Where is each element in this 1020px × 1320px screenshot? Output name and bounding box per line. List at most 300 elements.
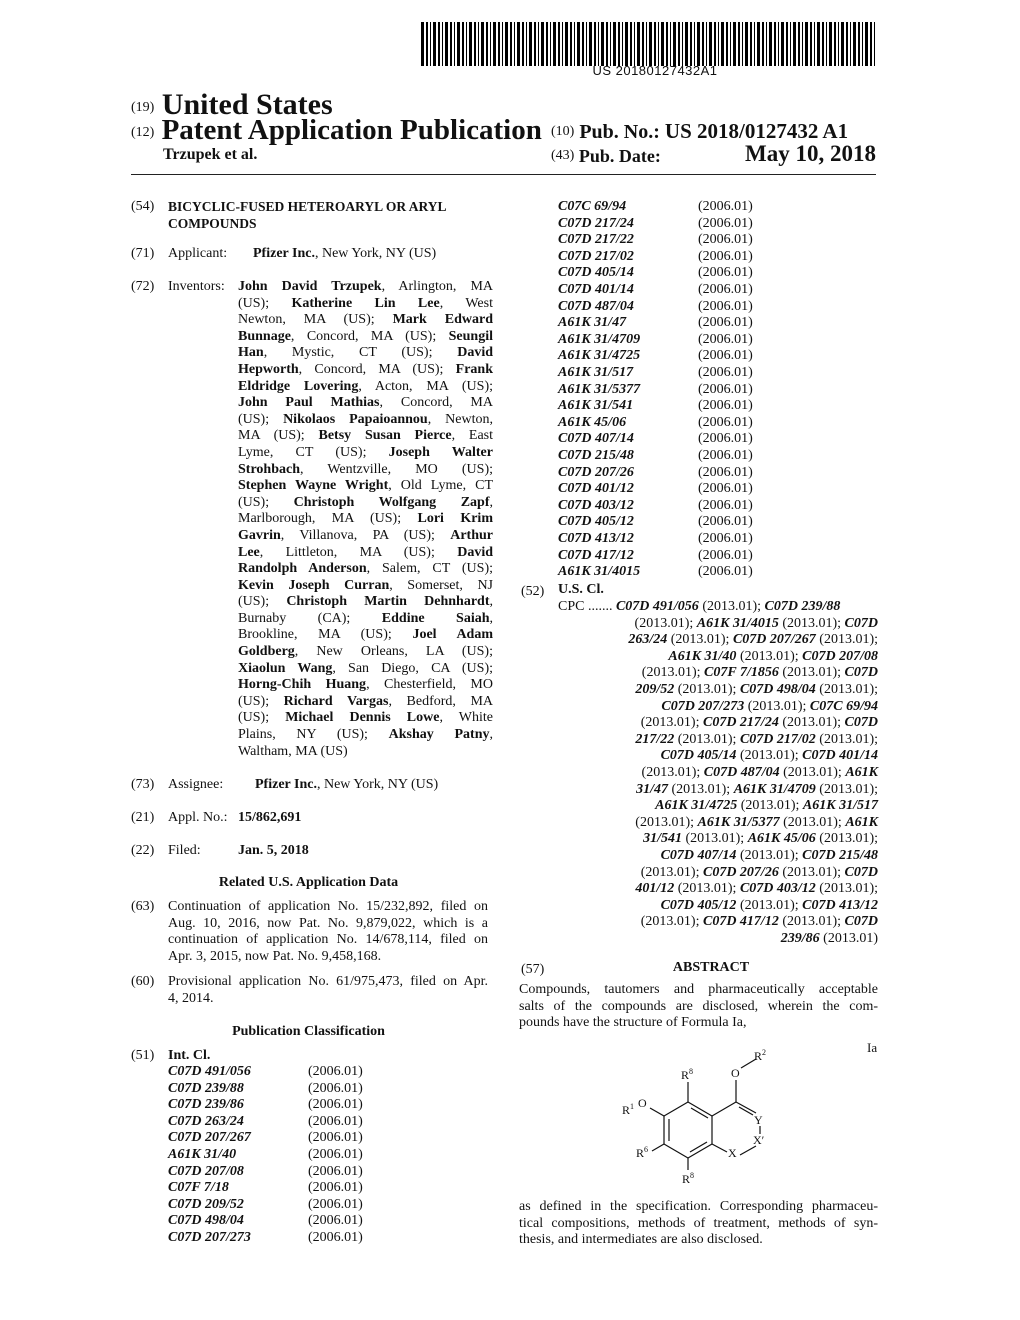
int-cl-version: (2006.01) xyxy=(698,282,753,297)
barcode-bar xyxy=(706,22,707,66)
barcode-bar xyxy=(714,22,716,66)
int-cl-code: C07D 239/86 xyxy=(168,1097,244,1113)
barcode-bar xyxy=(774,22,776,66)
inventor-line: (US); Katherine Lin Lee, West xyxy=(238,295,493,311)
barcode-bar xyxy=(522,22,524,66)
int-cl-code: C07D 407/14 xyxy=(558,431,634,447)
int-cl-version: (2006.01) xyxy=(698,348,753,364)
barcode-bar xyxy=(858,22,860,66)
formula-bonds xyxy=(650,1059,760,1170)
int-cl-code: C07D 405/14 xyxy=(558,265,634,281)
int-cl-row xyxy=(168,1097,498,1114)
int-cl-row xyxy=(558,249,888,266)
barcode-bar xyxy=(685,22,688,66)
barcode-number: US 20180127432A1 xyxy=(592,63,718,78)
abstract-closing-text xyxy=(519,1199,878,1249)
int-cl-row xyxy=(558,365,888,382)
barcode-bar xyxy=(445,22,448,66)
formula-ia-structure xyxy=(600,1046,800,1186)
barcode-bar xyxy=(634,22,635,66)
int-cl-code: C07C 69/94 xyxy=(558,199,627,214)
title-line-1: BICYCLIC-FUSED HETEROARYL OR ARYL xyxy=(168,199,447,214)
int-cl-row xyxy=(168,1081,498,1098)
inventors-label: Inventors: xyxy=(168,279,225,294)
us-cl-code: (52) xyxy=(521,584,545,599)
int-cl-version: (2006.01) xyxy=(698,398,753,414)
barcode-bar xyxy=(790,22,791,66)
int-cl-row xyxy=(168,1147,498,1164)
int-cl-code: C07D 487/04 xyxy=(558,298,634,314)
barcode-bar xyxy=(562,22,563,66)
title-code: (54) xyxy=(131,199,155,214)
abstract-text xyxy=(519,982,878,1032)
cpc-line: 209/52 (2013.01); C07D 498/04 (2013.01); xyxy=(635,681,878,697)
pub-type: Patent Application Publication xyxy=(161,114,542,146)
int-cl-version: (2006.01) xyxy=(698,315,753,331)
abstract-line: salts of the compounds are disclosed, wherein the com- xyxy=(519,998,878,1014)
barcode-bar xyxy=(829,22,832,66)
cpc-line: A61K 31/4725 (2013.01); A61K 31/517 xyxy=(655,798,878,814)
provisional-line: 4, 2014. xyxy=(168,990,214,1006)
int-cl-code: C07D 417/12 xyxy=(558,547,634,563)
int-cl-code: C07D 207/273 xyxy=(168,1230,251,1245)
cpc-line: (2013.01); C07D 217/24 (2013.01); C07D xyxy=(640,715,878,731)
barcode-bar xyxy=(502,22,503,66)
int-cl-version: (2006.01) xyxy=(698,547,753,563)
int-cl-version: (2006.01) xyxy=(308,1130,363,1146)
int-cl-version: (2006.01) xyxy=(698,564,753,580)
int-cl-version: (2006.01) xyxy=(698,331,753,347)
inventor-line: (US); Christoph Wolfgang Zapf, xyxy=(238,494,493,510)
cpc-line: (2013.01); C07D 417/12 (2013.01); C07D xyxy=(640,914,878,930)
barcode-bar xyxy=(841,22,844,66)
int-cl-row xyxy=(558,299,888,316)
atom-x-prime: X′ xyxy=(753,1133,765,1147)
cpc-line: C07D 207/273 (2013.01); C07C 69/94 xyxy=(661,698,878,714)
pub-date-label: Pub. Date: xyxy=(578,146,661,166)
int-cl-row xyxy=(558,332,888,349)
barcode-bar xyxy=(454,22,455,66)
int-cl-version: (2006.01) xyxy=(308,1163,363,1179)
int-cl-code: C07D 491/056 xyxy=(168,1064,251,1079)
int-cl-version: (2006.01) xyxy=(308,1147,363,1162)
int-cl-version: (2006.01) xyxy=(698,248,753,264)
continuation-code: (63) xyxy=(131,899,155,914)
inventor-line: Marlborough, MA (US); Lori Krim xyxy=(238,511,493,527)
country-code: (19) xyxy=(131,100,155,115)
barcode-bar xyxy=(649,22,652,66)
barcode-bar xyxy=(541,22,544,66)
barcode-bar xyxy=(534,22,536,66)
barcode-bar xyxy=(709,22,712,66)
barcode-bar xyxy=(601,22,604,66)
atom-y: Y xyxy=(754,1113,763,1127)
barcode-bar xyxy=(514,22,515,66)
inventor-line: Newton, MA (US); Mark Edward xyxy=(238,312,493,328)
appl-code: (21) xyxy=(131,810,155,825)
int-cl-row xyxy=(558,382,888,399)
barcode-bar xyxy=(486,22,488,66)
int-cl-row xyxy=(168,1114,498,1131)
int-cl-version: (2006.01) xyxy=(308,1097,363,1113)
cpc-line: 401/12 (2013.01); C07D 403/12 (2013.01); xyxy=(635,881,878,897)
cpc-classification xyxy=(548,599,878,947)
barcode-bar xyxy=(469,22,472,66)
barcode-bar xyxy=(598,22,599,66)
inventor-line: Kevin Joseph Curran, Somerset, NJ xyxy=(238,577,493,593)
int-cl-version: (2006.01) xyxy=(308,1213,363,1229)
int-cl-row xyxy=(558,216,888,233)
barcode-bar xyxy=(874,22,875,66)
inventor-line: (US); Nikolaos Papaioannou, Newton, xyxy=(238,411,493,427)
int-cl-row xyxy=(168,1064,498,1081)
inventor-line: John David Trzupek, Arlington, MA xyxy=(238,279,494,294)
int-cl-code: C07D 403/12 xyxy=(558,497,634,513)
barcode-bar xyxy=(870,22,872,66)
barcode-bar xyxy=(805,22,808,66)
inventors-code: (72) xyxy=(131,279,155,294)
barcode-bar xyxy=(553,22,556,66)
int-cl-row xyxy=(168,1164,498,1181)
inventor-line: Plains, NY (US); Akshay Patny, xyxy=(238,727,493,743)
inventor-line: Lee, Littleton, MA (US); David xyxy=(238,544,493,560)
closing-line: tical compositions, methods of treatment, methods of syn- xyxy=(519,1215,878,1231)
int-cl-code: C07D 217/22 xyxy=(558,232,634,248)
int-cl-row xyxy=(558,481,888,498)
inventor-line: Stephen Wayne Wright, Old Lyme, CT xyxy=(238,478,493,494)
pub-class-title: Publication Classification xyxy=(232,1024,385,1039)
inventor-line: (US); Christoph Martin Dehnhardt, xyxy=(238,594,493,610)
int-cl-row xyxy=(558,564,888,581)
barcode-bar xyxy=(430,22,431,66)
barcode-bar xyxy=(862,22,863,66)
closing-line: as defined in the specification. Corresponding pharmaceu- xyxy=(519,1199,878,1214)
barcode-bar xyxy=(838,22,839,66)
atom-o-top: O xyxy=(731,1066,740,1080)
barcode-bar xyxy=(490,22,491,66)
barcode-bar xyxy=(610,22,611,66)
barcode-bar xyxy=(642,22,644,66)
abstract-code: (57) xyxy=(521,962,545,977)
int-cl-version: (2006.01) xyxy=(308,1080,363,1096)
barcode-bar xyxy=(834,22,836,66)
header-divider xyxy=(131,174,876,175)
filed-date: Jan. 5, 2018 xyxy=(238,843,309,858)
int-cl-code: C07D 207/08 xyxy=(168,1163,244,1179)
int-cl-row xyxy=(168,1180,498,1197)
barcode-bar xyxy=(481,22,484,66)
pub-no: US 2018/0127432 A1 xyxy=(664,119,849,143)
int-cl-version: (2006.01) xyxy=(698,448,753,463)
barcode-bar xyxy=(493,22,496,66)
inventor-line: Eldridge Lovering, Acton, MA (US); xyxy=(238,378,494,394)
int-cl-code: C07D 217/02 xyxy=(558,248,634,264)
provisional-line: Provisional application No. 61/975,473, filed on Apr. xyxy=(168,974,488,989)
abstract-line: pounds have the structure of Formula Ia, xyxy=(519,1015,747,1031)
int-cl-version: (2006.01) xyxy=(308,1230,363,1245)
provisional-text xyxy=(168,974,488,1007)
inventor-line: MA (US); Betsy Susan Pierce, East xyxy=(238,428,493,444)
filed-label: Filed: xyxy=(168,843,201,858)
int-cl-code: A61K 45/06 xyxy=(558,414,627,430)
us-cl-label: U.S. Cl. xyxy=(558,582,604,597)
atom-r1: $R^1$ xyxy=(622,1102,635,1117)
int-cl-code: A61K 31/5377 xyxy=(558,381,641,397)
cpc-line: 31/47 (2013.01); A61K 31/4709 (2013.01); xyxy=(636,781,878,797)
formula-label: Ia xyxy=(867,1040,878,1055)
int-cl-version: (2006.01) xyxy=(698,298,753,314)
barcode-bar xyxy=(457,22,460,66)
barcode-bar xyxy=(745,22,748,66)
atom-r8-bottom: $R^8$ xyxy=(682,1171,695,1186)
barcode-bar xyxy=(718,22,719,66)
int-cl-version: (2006.01) xyxy=(698,215,753,231)
applicant xyxy=(253,246,436,263)
barcode-bar xyxy=(474,22,476,66)
cpc-line: 239/86 (2013.01) xyxy=(780,930,878,946)
int-cl-row xyxy=(558,348,888,365)
int-cl-version: (2006.01) xyxy=(698,365,753,380)
int-cl-code: C07D 239/88 xyxy=(168,1080,244,1096)
cpc-line: CPC ....... C07D 491/056 (2013.01); C07D 239/88 xyxy=(558,599,841,614)
inventor-line: Brookline, MA (US); Joel Adam xyxy=(238,627,494,643)
continuation-line: continuation of application No. 14/678,114, filed on xyxy=(168,932,488,948)
barcode-bar xyxy=(802,22,803,66)
barcode-bar xyxy=(654,22,656,66)
inventor-line: Lyme, CT (US); Joseph Walter xyxy=(238,444,493,460)
int-cl-code: C07D 401/14 xyxy=(558,282,634,297)
barcode-bar xyxy=(781,22,784,66)
barcode-bar xyxy=(786,22,788,66)
cpc-line: (2013.01); C07F 7/1856 (2013.01); C07D xyxy=(641,665,878,681)
barcode-bar xyxy=(517,22,520,66)
assignee-code: (73) xyxy=(131,777,155,792)
cpc-line: 263/24 (2013.01); C07D 207/267 (2013.01); xyxy=(628,632,878,648)
barcode-bar xyxy=(793,22,796,66)
inventor-line: Strohbach, Wentzville, MO (US); xyxy=(238,461,493,477)
int-cl-row xyxy=(558,398,888,415)
barcode-bar xyxy=(726,22,728,66)
barcode-bar xyxy=(637,22,640,66)
barcode-bar xyxy=(466,22,467,66)
assignee-name: Pfizer Inc. xyxy=(255,777,317,792)
int-cl-row xyxy=(168,1213,498,1230)
int-cl-row xyxy=(558,265,888,282)
barcode-bar xyxy=(697,22,700,66)
assignee xyxy=(255,777,438,794)
int-cl-code: C07F 7/18 xyxy=(168,1180,229,1196)
inventor-line: Gavrin, Villanova, PA (US); Arthur xyxy=(238,527,493,543)
barcode xyxy=(421,22,876,66)
int-cl-row xyxy=(168,1230,498,1247)
barcode-bar xyxy=(589,22,592,66)
barcode-bar xyxy=(625,22,628,66)
pub-no-label: Pub. No.: xyxy=(579,121,660,143)
barcode-bar xyxy=(850,22,851,66)
barcode-bar xyxy=(754,22,755,66)
country: United States xyxy=(161,88,333,121)
title xyxy=(168,199,446,232)
int-cl-version: (2006.01) xyxy=(308,1180,363,1196)
cpc-line: C07D 407/14 (2013.01); C07D 215/48 xyxy=(660,847,878,863)
barcode-bar xyxy=(606,22,608,66)
barcode-bar xyxy=(673,22,676,66)
barcode-bar xyxy=(462,22,464,66)
barcode-bar xyxy=(646,22,647,66)
barcode-bar xyxy=(766,22,767,66)
pub-type-code: (12) xyxy=(131,125,155,140)
barcode-bar xyxy=(546,22,548,66)
pub-date: May 10, 2018 xyxy=(745,141,876,166)
int-cl-version: (2006.01) xyxy=(698,232,753,248)
int-cl-code: A61K 31/40 xyxy=(168,1147,237,1162)
int-cl-code: C07D 217/24 xyxy=(558,215,634,231)
int-cl-row xyxy=(558,548,888,565)
int-cl-version: (2006.01) xyxy=(698,414,753,430)
int-cl-code: A61K 31/4015 xyxy=(558,564,641,580)
int-cl-code: C07D 209/52 xyxy=(168,1196,244,1212)
int-cl-version: (2006.01) xyxy=(698,464,753,480)
int-cl-row xyxy=(558,315,888,332)
publication-type-heading xyxy=(131,114,542,147)
int-cl-code: A61K 31/541 xyxy=(558,398,634,414)
barcode-bar xyxy=(613,22,616,66)
barcode-bar xyxy=(826,22,827,66)
filed-code: (22) xyxy=(131,843,155,858)
barcode-bar xyxy=(810,22,812,66)
barcode-bar xyxy=(618,22,620,66)
int-cl-version: (2006.01) xyxy=(698,481,753,497)
assignee-label: Assignee: xyxy=(168,777,224,792)
appl-label: Appl. No.: xyxy=(168,810,228,825)
barcode-bar xyxy=(730,22,731,66)
title-line-2: COMPOUNDS xyxy=(168,215,257,231)
int-cl-code: C07D 207/267 xyxy=(168,1130,251,1146)
barcode-bar xyxy=(505,22,508,66)
barcode-bar xyxy=(438,22,440,66)
cpc-line: C07D 405/12 (2013.01); C07D 413/12 xyxy=(660,897,878,913)
int-cl-row xyxy=(558,232,888,249)
int-cl-row xyxy=(558,531,888,548)
applicant-name: Pfizer Inc. xyxy=(253,246,315,261)
cpc-line: A61K 31/40 (2013.01); C07D 207/08 xyxy=(668,648,878,664)
barcode-bar xyxy=(690,22,692,66)
barcode-bar xyxy=(702,22,704,66)
barcode-bar xyxy=(622,22,623,66)
appl-number: 15/862,691 xyxy=(238,810,302,825)
barcode-bar xyxy=(682,22,683,66)
int-cl-version: (2006.01) xyxy=(698,381,753,397)
barcode-bar xyxy=(433,22,436,66)
int-cl-code: A61K 31/47 xyxy=(558,315,627,331)
int-cl-version: (2006.01) xyxy=(698,514,753,530)
int-cl-version: (2006.01) xyxy=(698,531,753,546)
int-cl-row xyxy=(558,415,888,432)
barcode-bar xyxy=(750,22,752,66)
int-cl-code: C07D 498/04 xyxy=(168,1213,244,1229)
inventor-line: (US); Richard Vargas, Bedford, MA xyxy=(238,693,494,709)
int-cl-version: (2006.01) xyxy=(308,1113,363,1129)
inventor-line: Horng-Chih Huang, Chesterfield, MO xyxy=(238,677,493,693)
int-cl-code: (51) xyxy=(131,1048,155,1063)
int-cl-code: A61K 31/517 xyxy=(558,365,634,380)
cpc-line: (2013.01); C07D 487/04 (2013.01); A61K xyxy=(641,764,878,780)
cpc-line: (2013.01); A61K 31/5377 (2013.01); A61K xyxy=(635,814,878,830)
barcode-bar xyxy=(630,22,632,66)
related-data-title: Related U.S. Application Data xyxy=(218,875,399,890)
barcode-bar xyxy=(678,22,680,66)
atom-r6: $R^6$ xyxy=(636,1145,649,1160)
barcode-bar xyxy=(738,22,740,66)
barcode-bar xyxy=(666,22,668,66)
barcode-bar xyxy=(658,22,659,66)
barcode-bar xyxy=(846,22,848,66)
barcode-bar xyxy=(762,22,764,66)
barcode-bar xyxy=(498,22,500,66)
int-cl-version: (2006.01) xyxy=(698,431,753,447)
barcode-bar xyxy=(817,22,820,66)
barcode-bar xyxy=(733,22,736,66)
barcode-bar xyxy=(661,22,664,66)
pub-no-code: (10) xyxy=(551,124,575,139)
continuation-line: Aug. 10, 2016, now Pat. No. 9,879,022, which is a xyxy=(168,915,488,931)
int-cl-row xyxy=(558,465,888,482)
inventor-line: Burnaby (CA); Eddine Saiah, xyxy=(238,610,493,626)
int-cl-version: (2006.01) xyxy=(698,497,753,513)
barcode-bar xyxy=(450,22,452,66)
barcode-bar xyxy=(853,22,856,66)
barcode-bar xyxy=(670,22,671,66)
int-cl-version: (2006.01) xyxy=(308,1064,363,1079)
barcode-bar xyxy=(442,22,443,66)
assignee-location: , New York, NY (US) xyxy=(316,777,439,792)
barcode-bar xyxy=(570,22,572,66)
int-cl-code: A61K 31/4709 xyxy=(558,331,641,347)
continuation-line: Apr. 3, 2015, now Pat. No. 9,458,168. xyxy=(168,948,382,964)
int-cl-row xyxy=(558,431,888,448)
barcode-bar xyxy=(814,22,815,66)
barcode-bar xyxy=(582,22,584,66)
applicant-code: (71) xyxy=(131,246,155,261)
barcode-bar xyxy=(778,22,779,66)
barcode-bar xyxy=(742,22,743,66)
barcode-bar xyxy=(586,22,587,66)
applicant-label: Applicant: xyxy=(168,246,228,261)
atom-o-left: O xyxy=(638,1096,647,1110)
barcode-bar xyxy=(478,22,479,66)
barcode-bar xyxy=(426,22,428,66)
barcode-bar xyxy=(510,22,512,66)
inventor-line: Randolph Anderson, Salem, CT (US); xyxy=(238,561,493,577)
abstract-title: ABSTRACT xyxy=(672,960,750,975)
barcode-bar xyxy=(421,22,424,66)
barcode-bar xyxy=(574,22,575,66)
int-cl-code: A61K 31/4725 xyxy=(558,348,641,364)
inventor-line: Han, Mystic, CT (US); David xyxy=(238,345,493,361)
continuation-text xyxy=(168,899,488,965)
barcode-bar xyxy=(721,22,724,66)
int-cl-row xyxy=(558,498,888,515)
int-cl-row xyxy=(558,448,888,465)
inventors-list xyxy=(238,279,493,760)
pub-date-line xyxy=(551,146,661,167)
cpc-line: C07D 405/14 (2013.01); C07D 401/14 xyxy=(660,748,878,764)
int-cl-row xyxy=(558,514,888,531)
closing-line: thesis, and intermediates are also disclosed. xyxy=(519,1232,763,1248)
barcode-bar xyxy=(558,22,560,66)
inventor-line: John Paul Mathias, Concord, MA xyxy=(238,395,493,411)
applicant-location: , New York, NY (US) xyxy=(314,246,437,261)
